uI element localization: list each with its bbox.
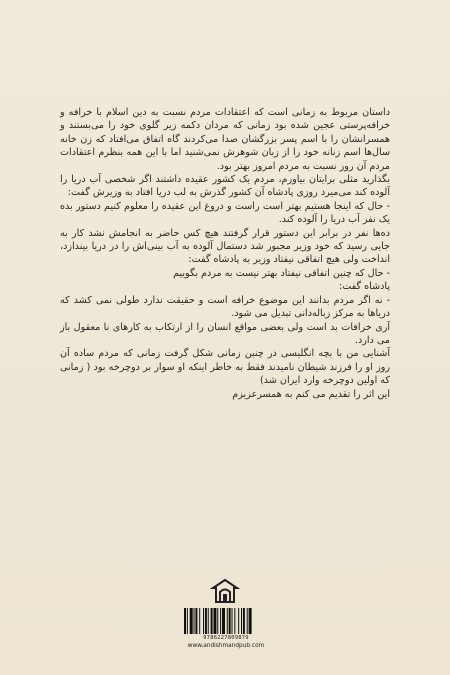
paragraph: - حال که اینجا هستیم بهتر است راست و دروغ این عقیده را معلوم کنیم دستور بده یک نفر آب دریا را آلوده کند.	[60, 200, 390, 226]
back-cover-text	[60, 106, 390, 401]
paragraph: آشنایی من با بچه انگلیسی در چنین زمانی شکل گرفت زمانی که مردم ساده آن روز او را فرزند شیطان نامیدند فقط به خاطر اینکه او سوار بر دوچرخه بود ( زمانی که اولین دوچرخه وارد ایران شد)	[60, 348, 390, 387]
paragraph: - نه اگر مردم بدانند این موضوع خرافه است و حقیقت ندارد طولی نمی کشد که دریاها به مرکز زباله‌دانی تبدیل می شود.	[60, 294, 390, 320]
paragraph: ده‌ها نفر در برابر این دستور قرار گرفتند هیچ کس حاضر به انجامش نشد کار به جایی رسید که خود وزیر مجبور شد دستمال آلوده به آب بینی‌اش را در دریا بیندازد، انداخت ولی هیچ اتفاقی نیفتاد وزیر به پادشاه گفت:	[60, 227, 390, 266]
isbn-number: 9786227809879	[203, 635, 249, 641]
barcode-icon	[182, 608, 270, 634]
paragraph: داستان مربوط به زمانی است که اعتقادات مردم نسبت به دین اسلام با خرافه و خرافه‌پرستی عجین شده بود زمانی که مردان دکمه زیر گلوی خود را می‌بستند و همسرانشان را با اسم پسر بزرگشان صدا می‌کردند گاه اتفاق می‌افتاد که زن خانه سال‌ها اسم زنانه خود را از زبان شوهرش نمی‌شنید اما با این همه بنظرم اعتقادات مردم آن روز نسبت به مردم امروز بهتر بود.	[60, 107, 390, 172]
dedication: این اثر را تقدیم می کنم به همسرعزیزم	[232, 388, 390, 400]
publisher-website: www.andishmandpub.com	[187, 643, 265, 649]
publisher-logo-icon	[209, 578, 241, 604]
paragraph: - حال که چنین اتفاقی نیفتاد بهتر نیست به مردم بگوییم	[173, 267, 390, 279]
paragraph: بگذارید مثلی برایتان بیاورم، مردم یک کشور عقیده داشتند اگر شخصی آب دریا را آلوده کند می‌میرد روزی پادشاه آن کشور گذرش به لب دریا افتاد به وزیرش گفت:	[60, 174, 390, 199]
paragraph: آری خرافات بد است ولی بعضی مواقع انسان را از ارتکاب به کارهای نا معقول باز می دارد.	[60, 321, 390, 346]
paragraph: پادشاه گفت:	[339, 281, 390, 293]
